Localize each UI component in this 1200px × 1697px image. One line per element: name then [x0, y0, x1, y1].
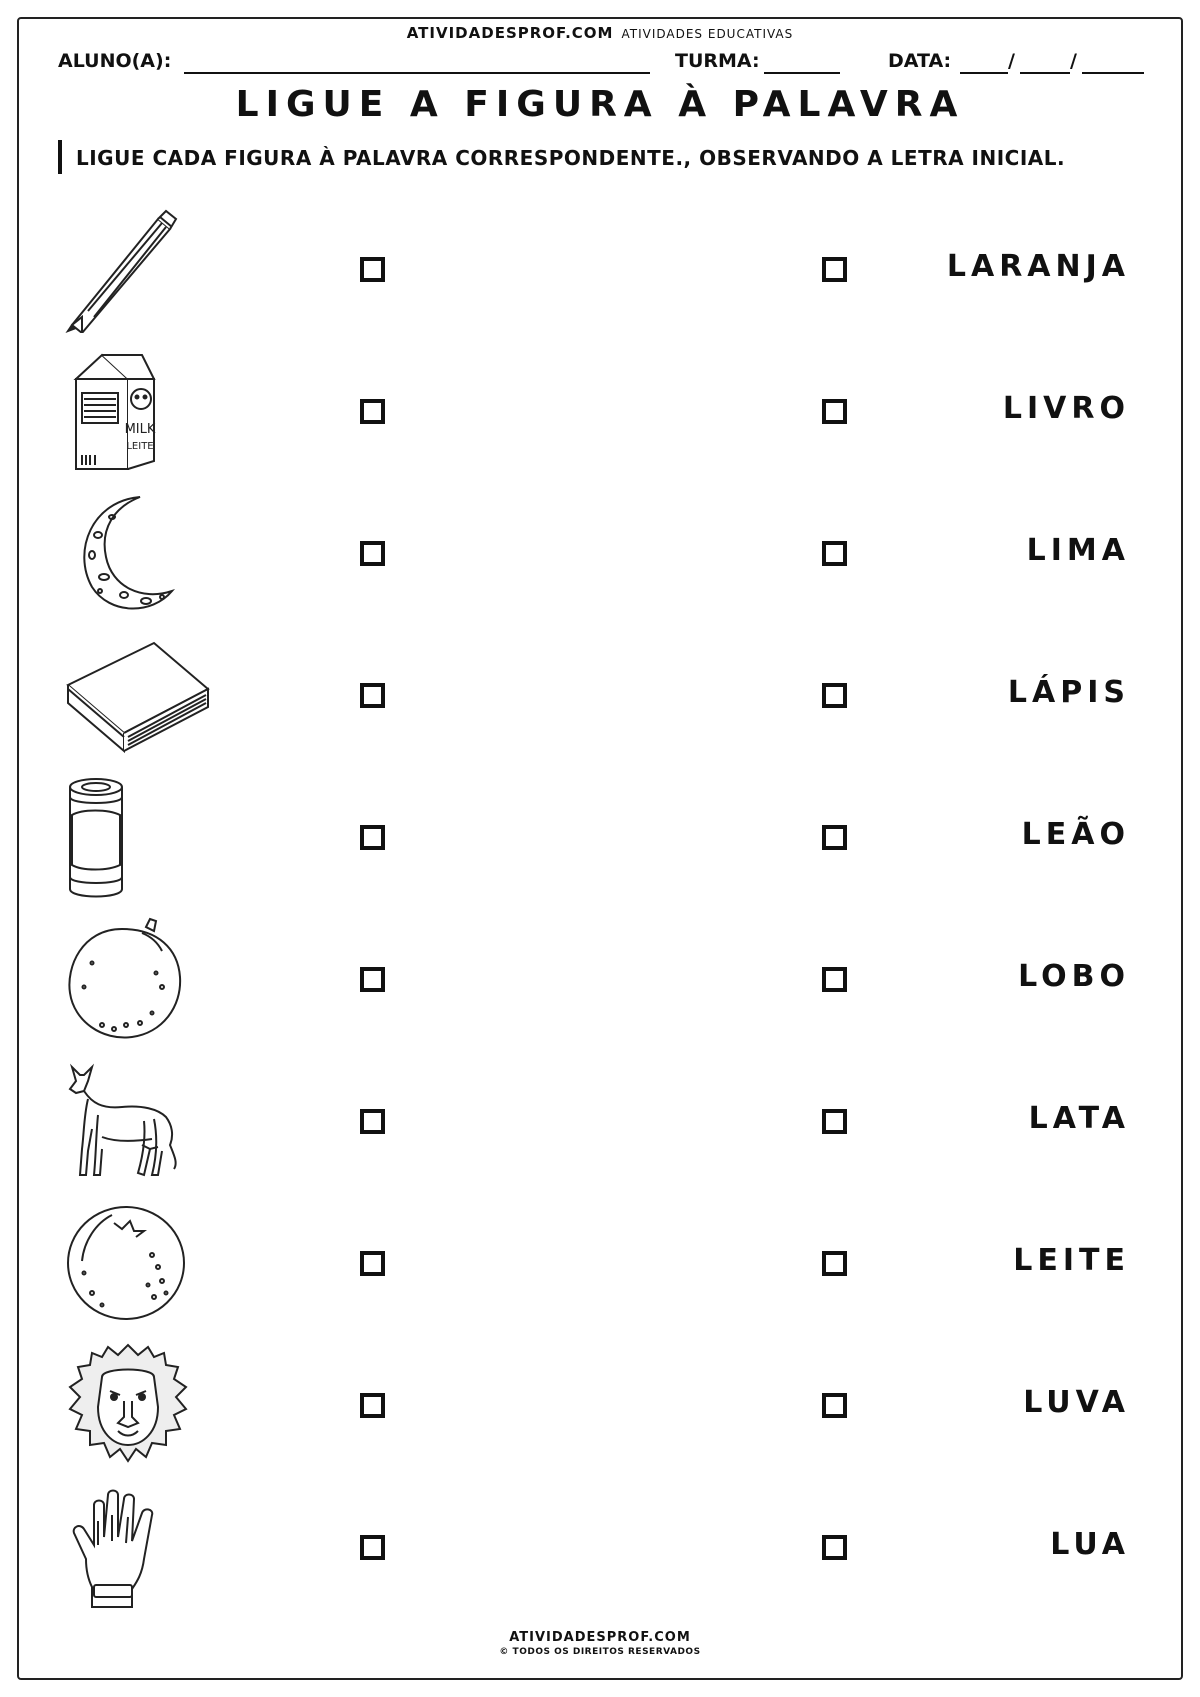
date-day-field[interactable] [960, 52, 1008, 74]
book-icon [62, 633, 192, 759]
student-label: ALUNO(A): [58, 50, 172, 72]
right-checkbox[interactable] [822, 1535, 847, 1560]
left-checkbox[interactable] [360, 683, 385, 708]
left-checkbox[interactable] [360, 1393, 385, 1418]
left-checkbox[interactable] [360, 825, 385, 850]
left-checkbox[interactable] [360, 541, 385, 566]
can-icon [62, 775, 192, 901]
left-checkbox[interactable] [360, 399, 385, 424]
class-label: TURMA: [675, 50, 760, 72]
word-label: LIVRO [1002, 391, 1130, 426]
instruction-text: LIGUE CADA FIGURA À PALAVRA CORRESPONDENTE., OBSERVANDO A LETRA INICIAL. [76, 146, 1066, 170]
left-checkbox[interactable] [360, 1535, 385, 1560]
right-checkbox[interactable] [822, 967, 847, 992]
word-label: LEITE [1013, 1243, 1130, 1278]
site-tagline: ATIVIDADES EDUCATIVAS [621, 27, 794, 41]
match-row [0, 909, 1200, 1051]
match-row [0, 1477, 1200, 1619]
match-row [0, 483, 1200, 625]
footer-site: ATIVIDADESPROF.COM [509, 1630, 691, 1645]
right-checkbox[interactable] [822, 825, 847, 850]
student-name-field[interactable] [184, 52, 650, 74]
site-name: ATIVIDADESPROF.COM [406, 24, 614, 42]
match-row [0, 199, 1200, 341]
right-checkbox[interactable] [822, 1393, 847, 1418]
date-label: DATA: [888, 50, 952, 72]
match-row [0, 1193, 1200, 1335]
word-label: LUA [1050, 1527, 1130, 1562]
left-checkbox[interactable] [360, 257, 385, 282]
student-info-row [58, 50, 1148, 78]
date-separator: / [1008, 50, 1015, 72]
glove-icon [62, 1485, 192, 1611]
right-checkbox[interactable] [822, 399, 847, 424]
milk-carton-text: MILK [124, 422, 156, 437]
date-month-field[interactable] [1020, 52, 1070, 74]
wolf-icon [62, 1059, 192, 1185]
right-checkbox[interactable] [822, 257, 847, 282]
right-checkbox[interactable] [822, 1251, 847, 1276]
milk-carton-icon [62, 349, 192, 475]
word-label: LOBO [1018, 959, 1130, 994]
word-label: LARANJA [946, 249, 1130, 284]
instruction-block [58, 140, 1158, 174]
instruction-bar [58, 140, 62, 174]
match-row [0, 1051, 1200, 1193]
milk-carton-text: LEITE [126, 441, 154, 452]
moon-icon [62, 491, 192, 617]
match-row [0, 341, 1200, 483]
left-checkbox[interactable] [360, 1251, 385, 1276]
page-footer [0, 1630, 1200, 1657]
class-field[interactable] [764, 52, 840, 74]
site-header [0, 24, 1200, 42]
orange-icon [62, 1201, 192, 1327]
word-label: LUVA [1023, 1385, 1130, 1420]
date-year-field[interactable] [1082, 52, 1144, 74]
word-label: LEÃO [1021, 817, 1130, 852]
left-checkbox[interactable] [360, 967, 385, 992]
word-label: LÁPIS [1007, 675, 1130, 710]
footer-rights: © TODOS OS DIREITOS RESERVADOS [499, 1647, 701, 1657]
page-title: LIGUE A FIGURA À PALAVRA [235, 84, 965, 125]
lion-icon [62, 1343, 192, 1469]
left-checkbox[interactable] [360, 1109, 385, 1134]
match-row [0, 767, 1200, 909]
date-separator: / [1070, 50, 1077, 72]
right-checkbox[interactable] [822, 1109, 847, 1134]
match-row [0, 625, 1200, 767]
word-label: LATA [1028, 1101, 1130, 1136]
word-label: LIMA [1026, 533, 1130, 568]
right-checkbox[interactable] [822, 541, 847, 566]
pencil-icon [62, 207, 192, 333]
match-row [0, 1335, 1200, 1477]
lime-icon [62, 917, 192, 1043]
right-checkbox[interactable] [822, 683, 847, 708]
